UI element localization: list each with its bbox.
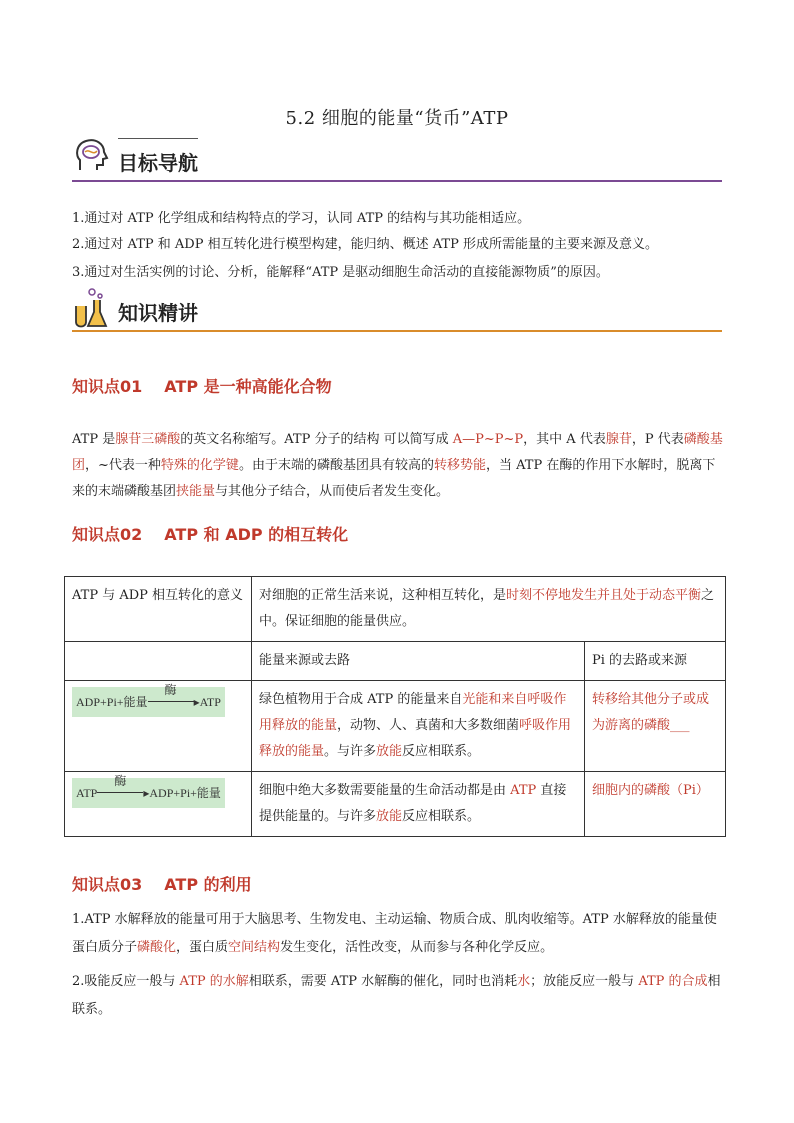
highlight-text: A—P~P~P <box>452 432 524 447</box>
highlight-text: 光能和来自呼吸作用释放的能量 <box>259 692 567 733</box>
text-run: 相联系，需要 ATP 水解酶的催化，同时也消耗 <box>248 974 518 989</box>
kp3-number: 知识点03 <box>72 875 143 894</box>
goal-item: 1.通过对 ATP 化学组成和结构特点的学习，认同 ATP 的结构与其功能相适应。 <box>72 211 531 226</box>
highlight-text: 磷酸化 <box>137 940 177 955</box>
highlight-text: ATP 的水解 <box>179 974 249 989</box>
text-run: 。与许多 <box>324 744 377 759</box>
kp3-title: ATP 的利用 <box>164 875 252 894</box>
text-run: 细胞中绝大多数需要能量的生命活动都是由 <box>259 783 511 798</box>
kp3-paragraph-2 <box>72 968 724 1024</box>
table-row <box>65 577 726 642</box>
kp2-heading <box>72 522 348 545</box>
table-cell: 细胞内的磷酸（Pi） <box>585 772 726 837</box>
highlight-text: 放能 <box>376 744 403 759</box>
highlight-text: ATP 的合成 <box>638 974 708 989</box>
table-cell: 转移给其他分子或成为游离的磷酸___ <box>585 681 726 772</box>
kp2-title: ATP 和 ADP 的相互转化 <box>164 525 349 544</box>
highlight-text: 转移势能 <box>433 458 486 473</box>
goal-banner-label: 目标导航 <box>118 151 198 175</box>
kp3-paragraph-1 <box>72 906 724 962</box>
kp1-number: 知识点01 <box>72 377 143 396</box>
text-run: ，P 代表 <box>631 432 684 447</box>
text-run: 2.吸能反应一般与 <box>72 974 180 989</box>
eq-right: ATP <box>199 695 221 709</box>
text-run: ，动物、人、真菌和大多数细菌 <box>337 718 520 733</box>
table-cell <box>252 577 726 642</box>
table-cell: Pi 的去路或来源 <box>585 642 726 681</box>
text-run: ATP 是 <box>72 432 116 447</box>
table-row <box>65 772 726 837</box>
eq-left: ADP+Pi+能量 <box>76 695 148 709</box>
atp-adp-table <box>64 576 726 837</box>
highlight-text: 空间结构 <box>228 940 281 955</box>
synthesis-equation: ADP+Pi+能量 酶 ▸ATP <box>72 687 225 717</box>
knowledge-banner-label: 知识精讲 <box>118 301 198 325</box>
page-title: 5.2 细胞的能量“货币”ATP <box>285 108 509 129</box>
text-run: 与其他分子结合，从而使后者发生变化。 <box>215 484 450 499</box>
text-run: 的英文名称缩写。ATP 分子的结构 可以简写成 <box>180 432 453 447</box>
highlight-text: 放能 <box>376 809 403 824</box>
text-run: 对细胞的正常生活来说，这种相互转化，是 <box>259 588 507 603</box>
table-cell <box>65 772 252 837</box>
highlight-text: 水 <box>517 974 531 989</box>
reaction-arrow <box>148 701 194 702</box>
kp2-number: 知识点02 <box>72 525 143 544</box>
goal-item: 2.通过对 ATP 和 ADP 相互转化进行模型构建，能归纳、概述 ATP 形成所需能量的主要来源及意义。 <box>72 237 658 252</box>
kp1-title: ATP 是一种高能化合物 <box>164 377 332 396</box>
text-run: ，当 ATP 在酶的作用下水解时，脱离下来的末端磷酸基团 <box>72 458 716 499</box>
kp3-heading <box>72 872 252 895</box>
goal-banner-rule <box>72 180 722 182</box>
hydrolysis-equation: ATP 酶 ▸ADP+Pi+能量 <box>72 778 225 808</box>
knowledge-banner <box>72 286 722 332</box>
highlight-text: 腺苷 <box>605 432 632 447</box>
highlight-text: 腺苷三磷酸 <box>115 432 181 447</box>
table-row <box>65 642 726 681</box>
table-cell <box>65 681 252 772</box>
goal-item: 3.通过对生活实例的讨论、分析，能解释“ATP 是驱动细胞生命活动的直接能源物质”的原因。 <box>72 265 609 280</box>
eq-left: ATP <box>76 786 98 800</box>
text-run: 1.ATP 水解释放的能量可用于大脑思考、生物发电、主动运输、物质合成、肌肉收缩等。ATP 水解释放的能量使蛋白质分子 <box>72 912 717 955</box>
kp1-heading <box>72 374 332 397</box>
highlight-text: 呼吸作用释放的能量 <box>259 718 572 759</box>
text-run: 之中。保证细胞的能量供应。 <box>259 588 715 629</box>
eq-right: ADP+Pi+能量 <box>149 786 221 800</box>
table-cell <box>252 772 585 837</box>
goal-banner <box>72 136 722 182</box>
text-run: 。由于末端的磷酸基团具有较高的 <box>238 458 434 473</box>
kp1-paragraph <box>72 427 724 505</box>
reaction-arrow <box>97 792 143 793</box>
table-cell: ATP 与 ADP 相互转化的意义 <box>65 577 252 642</box>
table-cell <box>252 681 585 772</box>
highlight-text: ATP <box>510 783 537 798</box>
enzyme-label: 酶 <box>164 683 177 697</box>
text-run: ；放能反应一般与 <box>530 974 639 989</box>
table-cell <box>65 642 252 681</box>
table-row <box>65 681 726 772</box>
text-run: 反应相联系。 <box>402 744 481 759</box>
text-run: 发生变化，活性改变，从而参与各种化学反应。 <box>280 940 554 955</box>
text-run: 相联系。 <box>72 974 721 1017</box>
banner-top-rule <box>118 138 198 139</box>
text-run: 直接提供能量的。与许多 <box>259 783 567 824</box>
highlight-text: 挟能量 <box>176 484 216 499</box>
text-run: ，蛋白质 <box>176 940 229 955</box>
text-run: 反应相联系。 <box>402 809 481 824</box>
text-run: ，~代表一种 <box>85 458 161 473</box>
text-run: ，其中 A 代表 <box>523 432 606 447</box>
highlight-text: 时刻不停地发生并且处于动态平衡 <box>506 588 702 603</box>
table-cell: 能量来源或去路 <box>252 642 585 681</box>
enzyme-label: 酶 <box>114 774 127 788</box>
flask-icon <box>72 286 112 330</box>
highlight-text: 磷酸基团 <box>72 432 723 473</box>
knowledge-banner-rule <box>72 330 722 332</box>
text-run: 绿色植物用于合成 ATP 的能量来自 <box>259 692 463 707</box>
brain-head-icon <box>72 136 112 176</box>
highlight-text: 特殊的化学键 <box>160 458 239 473</box>
